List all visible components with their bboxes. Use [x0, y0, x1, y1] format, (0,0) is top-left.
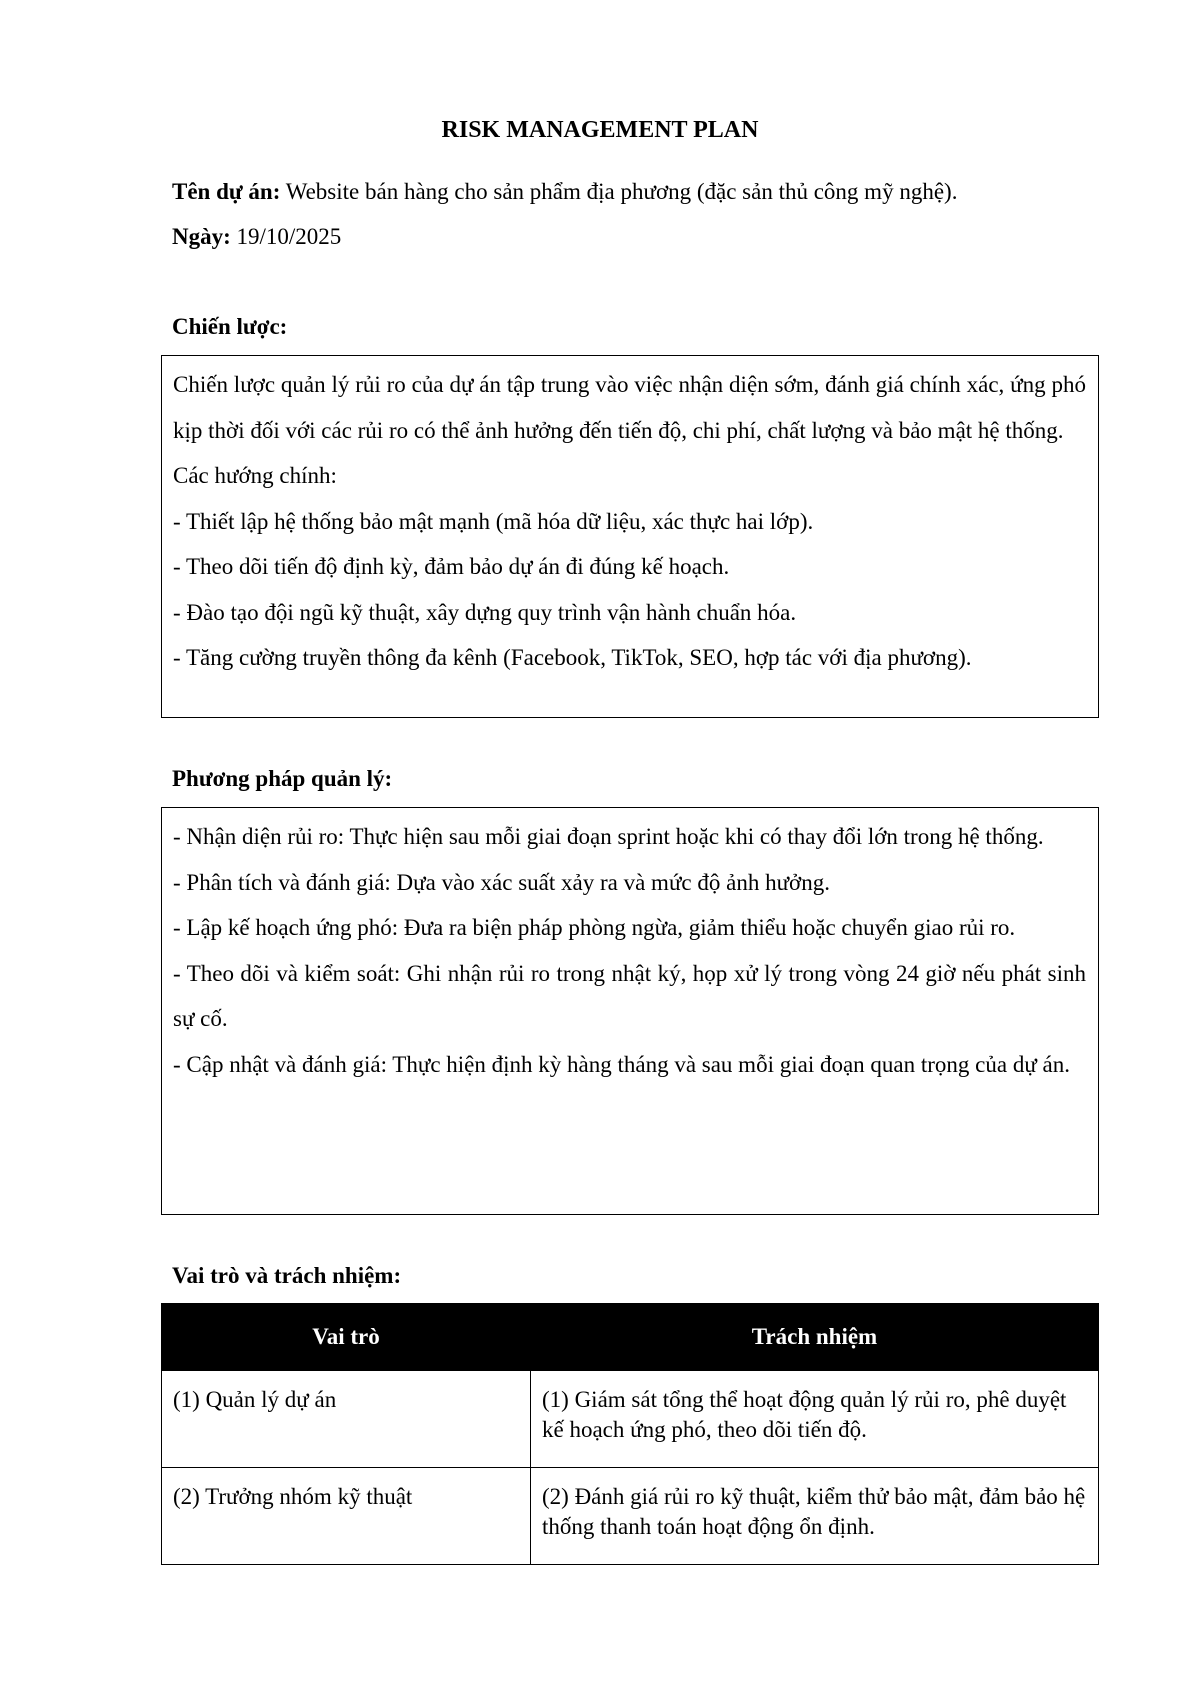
roles-table: [161, 1303, 1099, 1565]
document-title: RISK MANAGEMENT PLAN: [441, 117, 759, 143]
table-row: [162, 1371, 1099, 1468]
table-header-row: [162, 1304, 1099, 1371]
method-paragraph: - Nhận diện rủi ro: Thực hiện sau mỗi giai đoạn sprint hoặc khi có thay đổi lớn trong hệ thống.: [173, 824, 1044, 849]
method-paragraph: - Phân tích và đánh giá: Dựa vào xác suất xảy ra và mức độ ảnh hưởng.: [173, 869, 830, 895]
role-cell: (1) Quản lý dự án: [162, 1371, 531, 1468]
responsibility-cell: (2) Đánh giá rủi ro kỹ thuật, kiểm thử bảo mật, đảm bảo hệ thống thanh toán hoạt động ổn định.: [531, 1468, 1099, 1565]
date-label: Ngày:: [172, 224, 231, 249]
method-paragraph: - Cập nhật và đánh giá: Thực hiện định kỳ hàng tháng và sau mỗi giai đoạn quan trọng của dự án.: [173, 1051, 1071, 1077]
strategy-paragraph: Chiến lược quản lý rủi ro của dự án tập trung vào việc nhận diện sớm, đánh giá chính xác, ứng phó kịp thời đối với các rủi ro có thể ảnh hưởng đến tiến độ, chi phí, chất lượng và bảo mật hệ thống.: [173, 372, 1086, 443]
method-paragraph: - Theo dõi và kiểm soát: Ghi nhận rủi ro trong nhật ký, họp xử lý trong vòng 24 giờ nếu phát sinh sự cố.: [173, 960, 1086, 1031]
method-heading: Phương pháp quản lý:: [172, 766, 393, 791]
project-name-label: Tên dự án:: [172, 179, 281, 204]
responsibility-cell: (1) Giám sát tổng thể hoạt động quản lý rủi ro, phê duyệt kế hoạch ứng phó, theo dõi tiến độ.: [531, 1371, 1099, 1468]
strategy-box: [161, 355, 1099, 718]
roles-heading: Vai trò và trách nhiệm:: [172, 1263, 402, 1288]
column-header-responsibility: Trách nhiệm: [531, 1304, 1099, 1371]
table-row: [162, 1468, 1099, 1565]
strategy-paragraph: - Tăng cường truyền thông đa kênh (Facebook, TikTok, SEO, hợp tác với địa phương).: [173, 645, 972, 670]
strategy-paragraph: - Thiết lập hệ thống bảo mật mạnh (mã hóa dữ liệu, xác thực hai lớp).: [173, 508, 814, 534]
strategy-heading: Chiến lược:: [172, 314, 288, 339]
date-value: 19/10/2025: [230, 224, 342, 249]
strategy-paragraph: - Đào tạo đội ngũ kỹ thuật, xây dựng quy trình vận hành chuẩn hóa.: [173, 599, 797, 625]
column-header-role: Vai trò: [162, 1304, 531, 1371]
strategy-paragraph: Các hướng chính:: [173, 463, 337, 488]
project-name-line: [172, 177, 957, 207]
method-box: [161, 807, 1099, 1215]
method-paragraph: - Lập kế hoạch ứng phó: Đưa ra biện pháp phòng ngừa, giảm thiểu hoặc chuyển giao rủi ro.: [173, 915, 1016, 940]
role-cell: (2) Trưởng nhóm kỹ thuật: [162, 1468, 531, 1565]
strategy-paragraph: - Theo dõi tiến độ định kỳ, đảm bảo dự án đi đúng kế hoạch.: [173, 554, 730, 579]
date-line: [172, 222, 341, 252]
project-name-value: Website bán hàng cho sản phẩm địa phương (đặc sản thủ công mỹ nghệ).: [280, 179, 958, 204]
